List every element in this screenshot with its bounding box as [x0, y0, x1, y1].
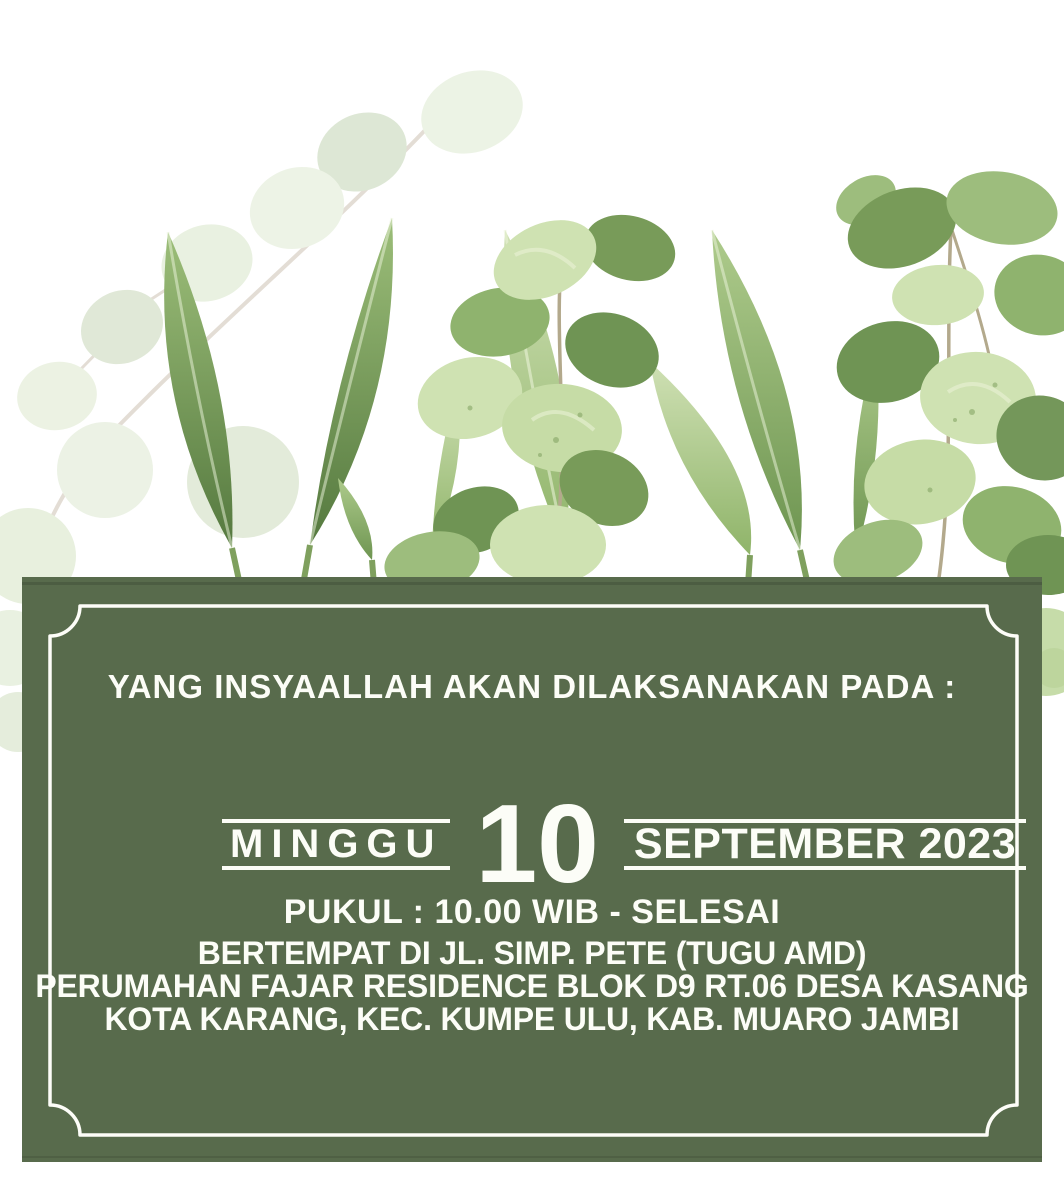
eucalyptus-branch-center-illustration: [380, 205, 683, 600]
time-text: PUKUL : 10.00 WIB - SELESAI: [283, 893, 781, 931]
day-name: MINGGU: [222, 819, 450, 870]
venue-line-1: BERTEMPAT DI JL. SIMP. PETE (TUGU AMD): [197, 935, 867, 971]
invitation-panel: [22, 577, 1042, 1162]
announcement-text: YANG INSYAALLAH AKAN DILAKSANAKAN PADA :: [107, 668, 957, 705]
month-year: SEPTEMBER 2023: [624, 819, 1026, 870]
venue-line-2: PERUMAHAN FAJAR RESIDENCE BLOK D9 RT.06 DESA KASANG: [35, 968, 1029, 1004]
venue-line-3: KOTA KARANG, KEC. KUMPE ULU, KAB. MUARO JAMBI: [104, 1001, 960, 1037]
venue-block: [22, 937, 1042, 1036]
date-row: [222, 782, 1026, 906]
day-number: 10: [475, 782, 599, 906]
